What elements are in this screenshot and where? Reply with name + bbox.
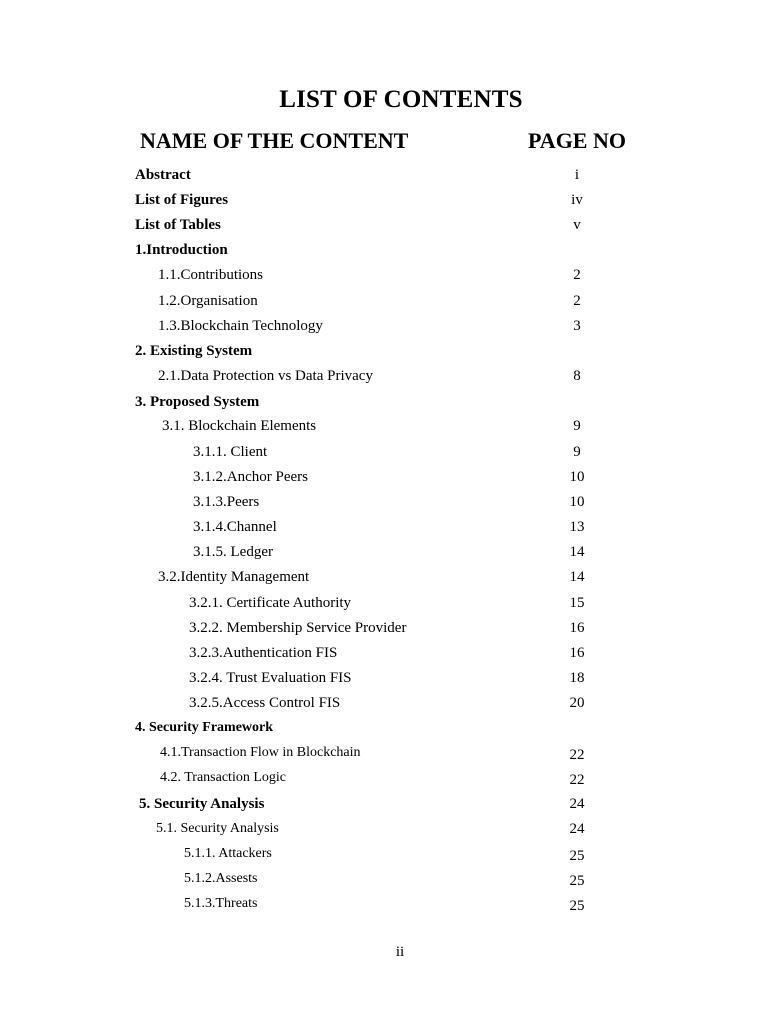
toc-entry-threats — [0, 896, 768, 916]
toc-entry-page: i — [574, 167, 580, 183]
toc-entry-abstract — [0, 167, 768, 187]
toc-entry-page: 3 — [573, 318, 581, 334]
toc-entry-label: 3. Proposed System — [135, 394, 260, 410]
page-title: LIST OF CONTENTS — [279, 86, 523, 113]
toc-entry-blockchain-technology — [0, 318, 768, 338]
toc-entry-organisation — [0, 293, 768, 313]
toc-entry-page: 16 — [569, 645, 585, 661]
toc-entry-label: 3.2.2. Membership Service Provider — [189, 620, 407, 636]
toc-entry-page: 13 — [569, 519, 585, 535]
toc-entry-page: 2 — [573, 293, 581, 309]
toc-entry-label: 5.1. Security Analysis — [156, 821, 279, 836]
toc-section-security-analysis — [0, 796, 768, 816]
toc-entry-page: 9 — [573, 418, 581, 434]
toc-entry-anchor-peers — [0, 469, 768, 489]
toc-entry-label: 5.1.1. Attackers — [184, 846, 272, 861]
toc-entry-channel — [0, 519, 768, 539]
toc-entry-data-protection — [0, 368, 768, 388]
toc-entry-page: v — [573, 217, 581, 233]
toc-entry-page: 15 — [569, 595, 585, 611]
toc-entry-label: 1.2.Organisation — [158, 293, 258, 309]
toc-entry-label: 1.Introduction — [135, 242, 228, 258]
toc-entry-label: 3.2.4. Trust Evaluation FIS — [189, 670, 352, 686]
toc-entry-client — [0, 444, 768, 464]
toc-entry-page: 8 — [573, 368, 581, 384]
toc-entry-label: 1.1.Contributions — [158, 267, 264, 283]
toc-entry-page: 10 — [569, 494, 585, 510]
toc-entry-page: 9 — [573, 444, 581, 460]
toc-entry-label: 3.1.3.Peers — [193, 494, 260, 510]
toc-entry-label: 3.2.5.Access Control FIS — [189, 695, 341, 711]
toc-entry-label: 1.3.Blockchain Technology — [158, 318, 323, 334]
toc-entry-transaction-flow — [0, 745, 768, 765]
toc-section-existing-system — [0, 343, 768, 363]
toc-entry-page: 24 — [569, 821, 585, 837]
toc-entry-label: Abstract — [135, 167, 191, 183]
toc-entry-label: 5.1.2.Assests — [184, 871, 258, 886]
toc-entry-label: 3.2.1. Certificate Authority — [189, 595, 352, 611]
toc-section-proposed-system — [0, 394, 768, 414]
toc-entry-trust-evaluation-fis — [0, 670, 768, 690]
toc-entry-page: 14 — [569, 569, 585, 585]
toc-entry-label: 3.2.Identity Management — [158, 569, 310, 585]
toc-entry-membership-service-provider — [0, 620, 768, 640]
toc-entry-ledger — [0, 544, 768, 564]
toc-entry-page: 22 — [569, 772, 585, 788]
toc-entry-label: 4.1.Transaction Flow in Blockchain — [160, 745, 361, 760]
toc-entry-access-control-fis — [0, 695, 768, 715]
toc-entry-list-of-tables — [0, 217, 768, 237]
toc-entry-label: 5. Security Analysis — [139, 796, 265, 812]
toc-section-security-framework — [0, 720, 768, 740]
toc-entry-page: iv — [571, 192, 583, 208]
toc-entry-page: 20 — [569, 695, 585, 711]
toc-entry-label: 2. Existing System — [135, 343, 253, 359]
toc-entry-contributions — [0, 267, 768, 287]
toc-entry-label: 5.1.3.Threats — [184, 896, 258, 911]
content-name-header: NAME OF THE CONTENT — [140, 128, 409, 153]
toc-entry-identity-management — [0, 569, 768, 589]
toc-entry-label: 3.1. Blockchain Elements — [162, 418, 317, 434]
toc-entry-page: 25 — [569, 848, 585, 864]
toc-entry-label: List of Figures — [135, 192, 229, 208]
toc-entry-page: 22 — [569, 747, 585, 763]
toc-entry-label: 2.1.Data Protection vs Data Privacy — [158, 368, 373, 384]
toc-entry-page: 10 — [569, 469, 585, 485]
toc-entry-label: 3.1.5. Ledger — [193, 544, 273, 560]
toc-entry-certificate-authority — [0, 595, 768, 615]
toc-entry-page: 16 — [569, 620, 585, 636]
toc-entry-page: 25 — [569, 898, 585, 914]
toc-entry-page: 14 — [569, 544, 585, 560]
toc-section-introduction — [0, 242, 768, 262]
toc-entry-label: 3.2.3.Authentication FIS — [189, 645, 338, 661]
toc-entry-label: 3.1.2.Anchor Peers — [193, 469, 308, 485]
page-number-footer: ii — [395, 944, 405, 960]
toc-entry-label: List of Tables — [135, 217, 221, 233]
toc-entry-security-analysis-sub — [0, 821, 768, 841]
toc-entry-page: 18 — [569, 670, 585, 686]
toc-entry-authentication-fis — [0, 645, 768, 665]
toc-entry-label: 3.1.1. Client — [193, 444, 268, 460]
toc-entry-page: 2 — [573, 267, 581, 283]
toc-entry-label: 4. Security Framework — [135, 720, 274, 735]
toc-entry-page: 24 — [569, 796, 585, 812]
toc-entry-blockchain-elements — [0, 418, 768, 438]
toc-entry-attackers — [0, 846, 768, 866]
toc-entry-transaction-logic — [0, 770, 768, 790]
toc-entry-label: 4.2. Transaction Logic — [160, 770, 286, 785]
toc-entry-page: 25 — [569, 873, 585, 889]
toc-entry-peers — [0, 494, 768, 514]
page-number-header: PAGE NO — [528, 128, 626, 153]
toc-entry-assests — [0, 871, 768, 891]
toc-entry-label: 3.1.4.Channel — [193, 519, 277, 535]
toc-entry-list-of-figures — [0, 192, 768, 212]
